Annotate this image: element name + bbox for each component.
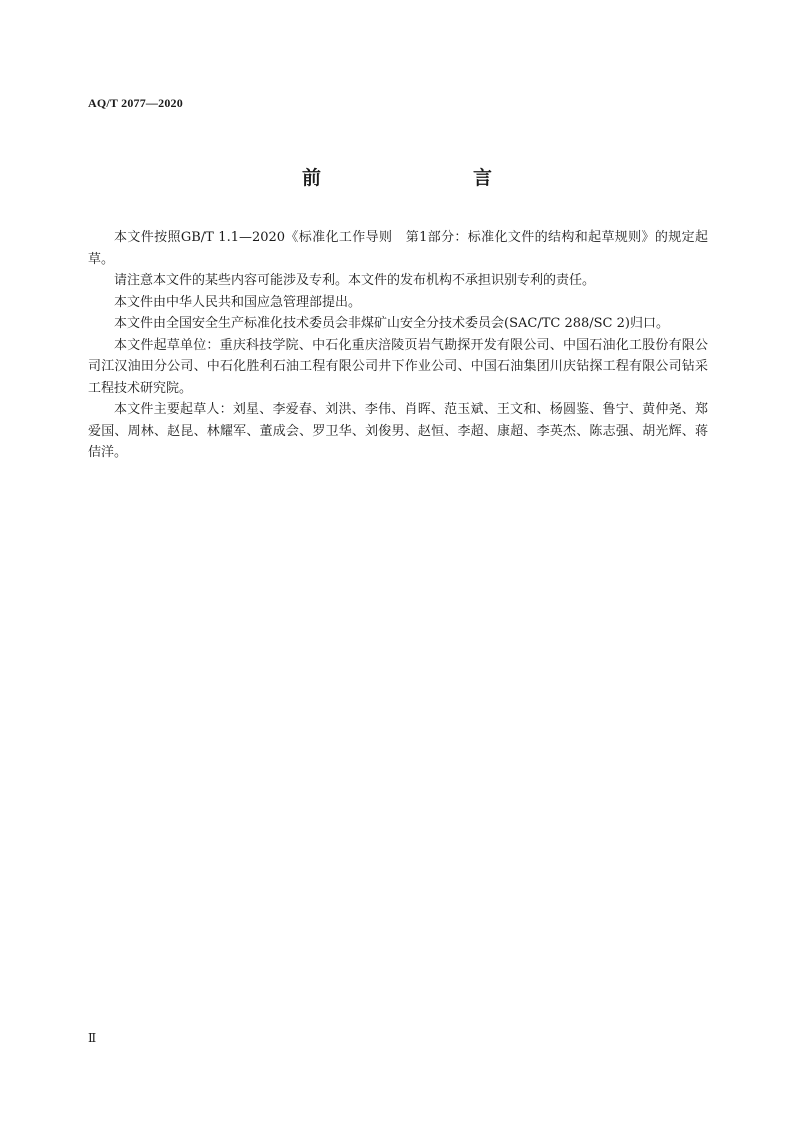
paragraph-proposer: 本文件由中华人民共和国应急管理部提出。 (114, 294, 362, 310)
paragraph-drafting-units: 本文件起草单位：重庆科技学院、中石化重庆涪陵页岩气勘探开发有限公司、中国石油化工股份有限公司江汉油田分公司、中石化胜利石油工程有限公司井下作业公司、中国石油集团川庆钻探工程有限公司钻采工程技术研究院。 (88, 337, 708, 396)
foreword-body (88, 227, 708, 464)
page-number: Ⅱ (88, 1031, 97, 1045)
page-title: 前 言 (301, 167, 530, 189)
paragraph-patent-notice: 请注意本文件的某些内容可能涉及专利。本文件的发布机构不承担识别专利的责任。 (114, 273, 596, 288)
paragraph-drafters: 本文件主要起草人：刘星、李爱春、刘洪、李伟、肖晖、范玉斌、王文和、杨圆鉴、鲁宁、黄仲尧、郑爱国、周林、赵昆、林耀军、董成会、罗卫华、刘俊男、赵恒、李超、康超、李英杰、陈志强、胡光辉、蒋佶洋。 (88, 402, 708, 460)
paragraph-responsible-committee: 本文件由全国安全生产标准化技术委员会非煤矿山安全分技术委员会(SAC/TC 288/SC 2)归口。 (114, 316, 669, 331)
paragraph-drafting-rules: 本文件按照GB/T 1.1—2020《标准化工作导则 第1部分：标准化文件的结构和起草规则》的规定起草。 (88, 230, 708, 267)
standard-code: AQ/T 2077—2020 (88, 96, 183, 110)
